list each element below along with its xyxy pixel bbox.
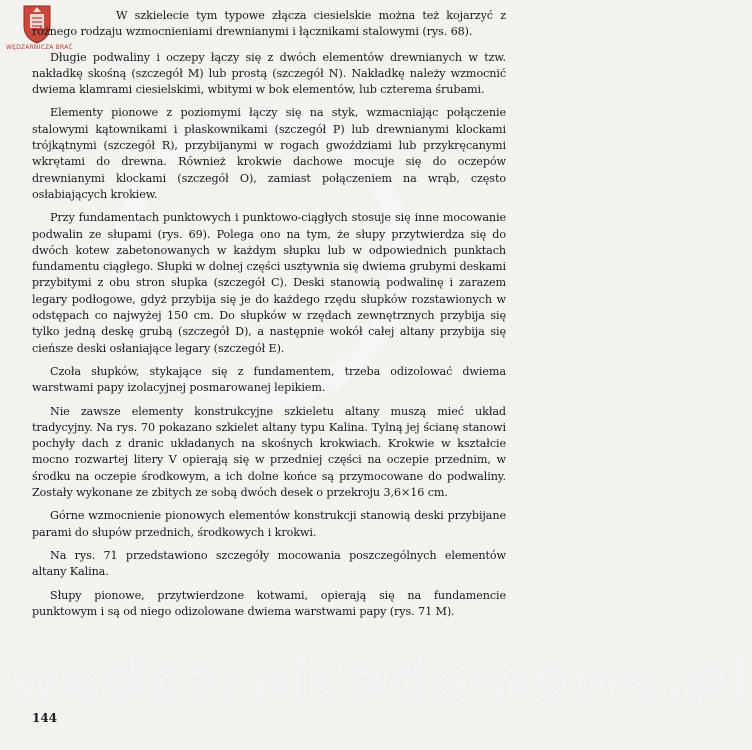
paragraph: Na rys. 71 przedstawiono szczegóły mocowania poszczególnych elementów altany Kalina. bbox=[32, 548, 506, 579]
paragraph: Długie podwaliny i oczepy łączy się z dwóch elementów drewnianych w tzw. nakładkę skośną (szczegół M) lub prostą (szczegół N). Nakładkę należy wzmocnić dwiema klamrami ciesielskimi, wbitymi w bok elementów, lub czterema śrubami. bbox=[32, 50, 506, 97]
logo-text: WĘDZARNICZA BRAĆ bbox=[6, 44, 73, 51]
paragraph: Słupy pionowe, przytwierdzone kotwami, opierają się na fundamencie punktowym i są od niego odizolowane dwiema warstwami papy (rys. 71 M). bbox=[32, 588, 506, 618]
watermark-url: wedzarnicadomowe.pl bbox=[10, 648, 752, 713]
paragraph: W szkielecie tym typowe złącza ciesielskie można też kojarzyć z różnego rodzaju wzmocnieniami drewnianymi i łącznikami stalowymi (rys. 68). bbox=[32, 9, 506, 39]
body-text bbox=[32, 8, 506, 627]
paragraph: Czoła słupków, stykające się z fundamentem, trzeba odizolować dwiema warstwami papy izolacyjnej posmarowanej lepikiem. bbox=[32, 364, 506, 395]
page-number: 144 bbox=[32, 711, 58, 725]
paragraph: Elementy pionowe z poziomymi łączy się na styk, wzmacniając połączenie stalowymi kątownikami i płaskownikami (szczegół P) lub drewnianymi klockami trójkątnymi (szczegół R), przybijanymi w rogach gwoździami lub przykręcanymi wkrętami do drewna. Również krokwie dachowe mocuje się do oczepów drewnianymi klockami (szczegół O), zamiast połączeniem na wrąb, często osłabiających krokiew. bbox=[32, 106, 506, 201]
paragraph: Górne wzmocnienie pionowych elementów konstrukcji stanowią deski przybijane parami do słupów przednich, środkowych i krokwi. bbox=[32, 509, 506, 539]
paragraph: Nie zawsze elementy konstrukcyjne szkieletu altany muszą mieć układ tradycyjny. Na rys. 70 pokazano szkielet altany typu Kalina. Tylną jej ścianę stanowi pochyły dach z dranic układanych na skośnych krokwiach. Krokwie w kształcie mocno rozwartej litery V opierają się w przedniej części na oczepie przednim, w środku na oczepie środkowym, a ich dolne końce są przymocowane do podwaliny. Zostały wykonane ze zbitych ze sobą dwóch desek o przekroju 3,6×16 cm. bbox=[32, 404, 506, 500]
paragraph: Przy fundamentach punktowych i punktowo-ciągłych stosuje się inne mocowanie podwalin ze słupami (rys. 69). Polega ono na tym, że słupy przytwierdza się do dwóch kotew zabetonowanych w każdym słupku lub w odpowiednich punktach fundamentu ciągłego. Słupki w dolnej części usztywnia się dwiema grubymi deskami przybitymi z obu stron słupka (szczegół C). Deski stanowią podwalinę i zarazem legary podłogowe, gdyż przybija się je do każdego rzędu słupków rozstawionych w odstępach co najwyżej 150 cm. Do słupków w rzędach zewnętrznych przybija się tylko jedną deskę grubą (szczegół D), a następnie wokół całej altany przybija się cieńsze deski osłaniające legary (szczegół E). bbox=[32, 211, 506, 355]
